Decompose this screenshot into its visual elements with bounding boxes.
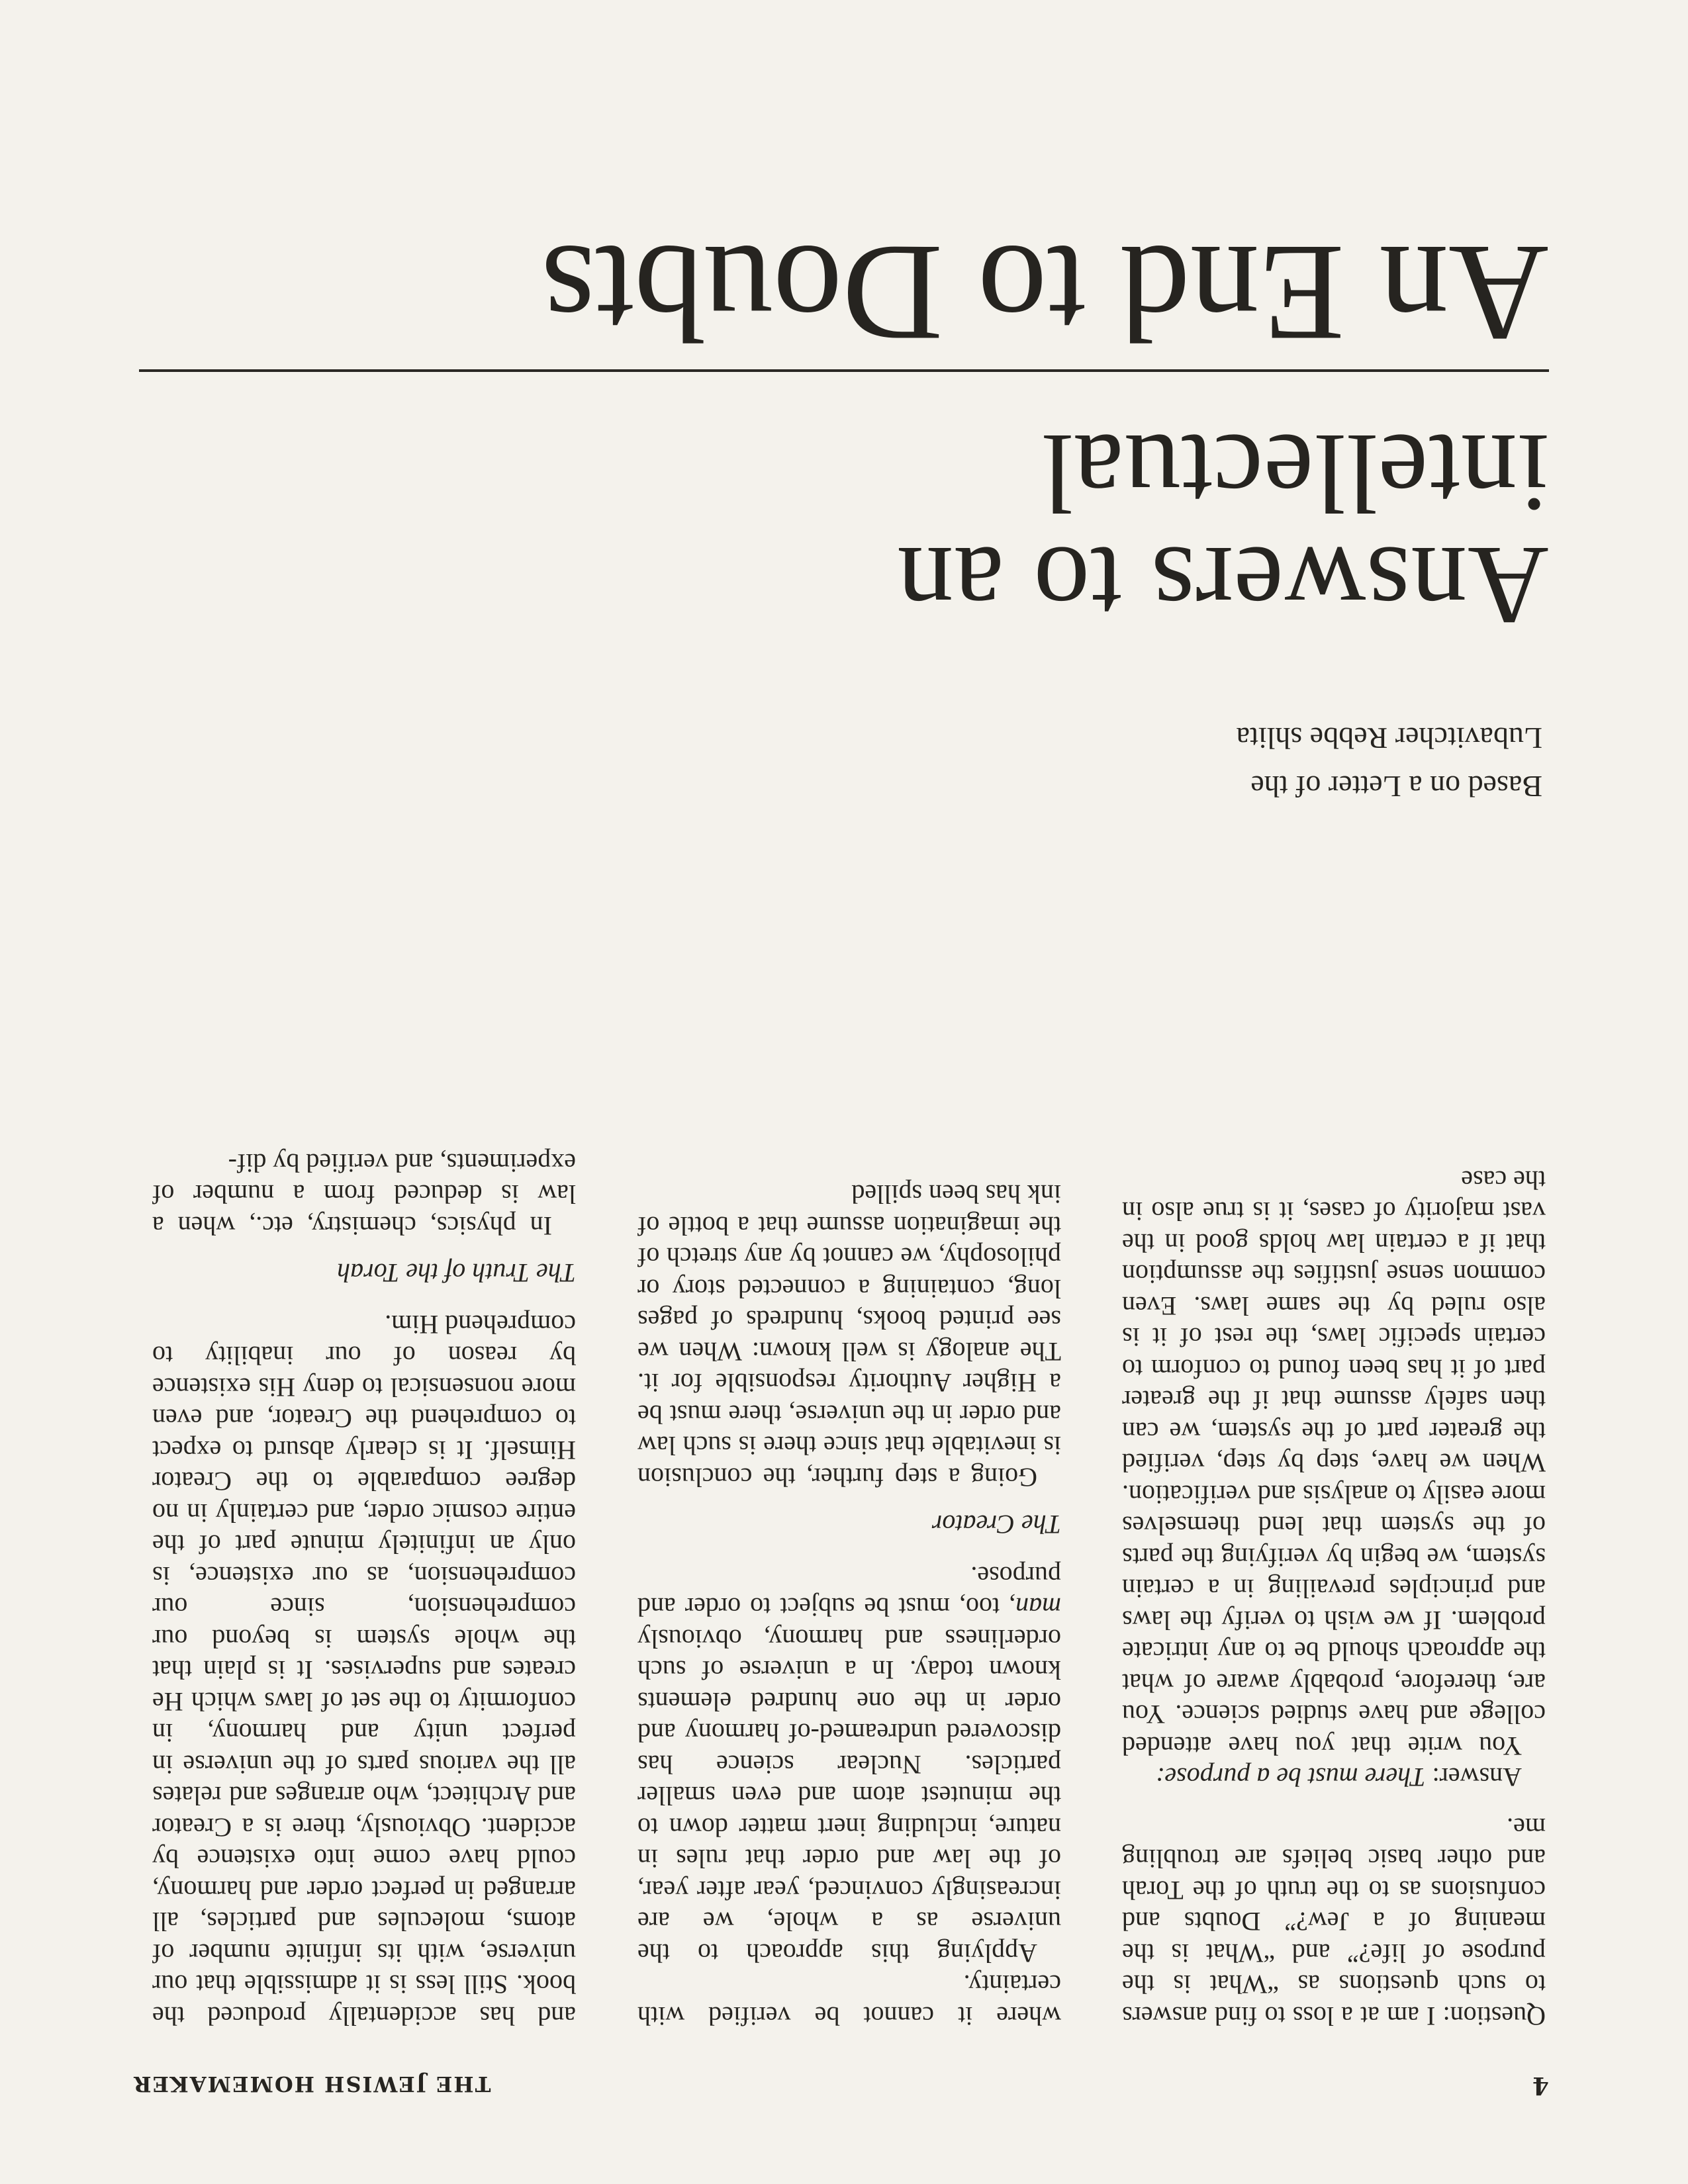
answer-label: Answer: [1425,1762,1522,1793]
answer-heading: There must be a purpose: [1156,1762,1426,1793]
byline-line-2: Lubavitcher Rebbe shlita [1236,721,1542,755]
body-paragraph: In physics, chemistry, etc., when a law is deduced from a number of experiments, and verified by dif- [152,1148,576,1241]
column-3 [152,841,576,2032]
section-heading-creator: The Creator [931,1510,1061,1540]
answer-paragraph [1122,1762,1546,1794]
title-block [126,216,1549,648]
page-number: 4 [1532,2071,1549,2099]
body-text: Applying this approach to the universe as a whole, we are increasingly convinced, year after year, of the law and order that rules in nature, including inert matter down to the minutest atom and even smaller particles. Nuclear science has discovered undreamed-of harmony and order in the one hundred elements known today. In a universe of such orderliness and harmony, obviously [637,1624,1061,1968]
body-paragraph: You write that you have attended college and have studied science. You are, therefore, probably aware of what the approach should be to any intricate problem. If we wish to verify the laws and principles prevailing in a certain system, we begin by verifying the parts of the system that lend themselves more easily to analysis and verification. When we have, step by step, verified the greater part of the system, we can then safely assume that if the greater part of it has been found to conform to certain specific laws, the rest of it is also ruled by the same laws. Even common sense justifies the assumption that if a certain law holds good in the vast majority of cases, it is true also in the case [1122,1165,1546,1761]
column-1 [1122,841,1546,2032]
subtitle-line-2: intellectual [1041,411,1549,535]
byline [682,714,1542,811]
body-paragraph: where it cannot be verified with certainty. [637,1970,1061,2031]
question-paragraph: Question: I am at a loss to find answers to such questions as “What is the purpose of life?” and “What is the meaning of a Jew?” Doubts and confusions as to the truth of the Torah and other basic beliefs are troubling me. [1122,1813,1546,2031]
body-paragraph: and has accidentally produced the book. Still less is it admissible that our universe, with its infinite number of atoms, molecules and particles, all arranged in perfect order and harmony, could have come into existence by accident. Obviously, there is a Creator and Architect, who arranges and relates all the various parts of the universe in perfect unity and harmony, in conformity to the set of laws which He creates and supervises. It is plain that the whole system is beyond our comprehension, since our comprehension, as our existence, is only an infinitely minute part of the entire cosmic order, and certainly in no degree comparable to the Creator Himself. It is clearly absurd to expect to comprehend the Creator, and even more nonsensical to deny His existence by reason of our inability to comprehend Him. [152,1310,576,2031]
article-title: An End to Doubts [541,216,1549,370]
page-header [132,2060,1549,2099]
subtitle-line-1: Answers to an [896,523,1549,648]
body-paragraph: Going a step further, the conclusion is inevitable that since there is such law and order in the universe, there must be a Higher Authority responsible for it. The analogy is well known: When we see printed books, hundreds of pages long, containing a connected story or philosophy, we cannot by any stretch of the imagination assume that a bottle of ink has been spilled [637,1179,1061,1492]
byline-line-1: Based on a Letter of the [1250,770,1542,803]
body-text: , too, must be subject to order and purpose. [637,1561,1061,1623]
section-heading-torah: The Truth of the Torah [337,1258,576,1289]
body-paragraph [637,1561,1061,1970]
column-2 [637,841,1061,2032]
emphasis-text: man [1015,1592,1061,1623]
magazine-name: THE JEWISH HOMEMAKER [132,2071,491,2097]
article-body [152,841,1546,2032]
